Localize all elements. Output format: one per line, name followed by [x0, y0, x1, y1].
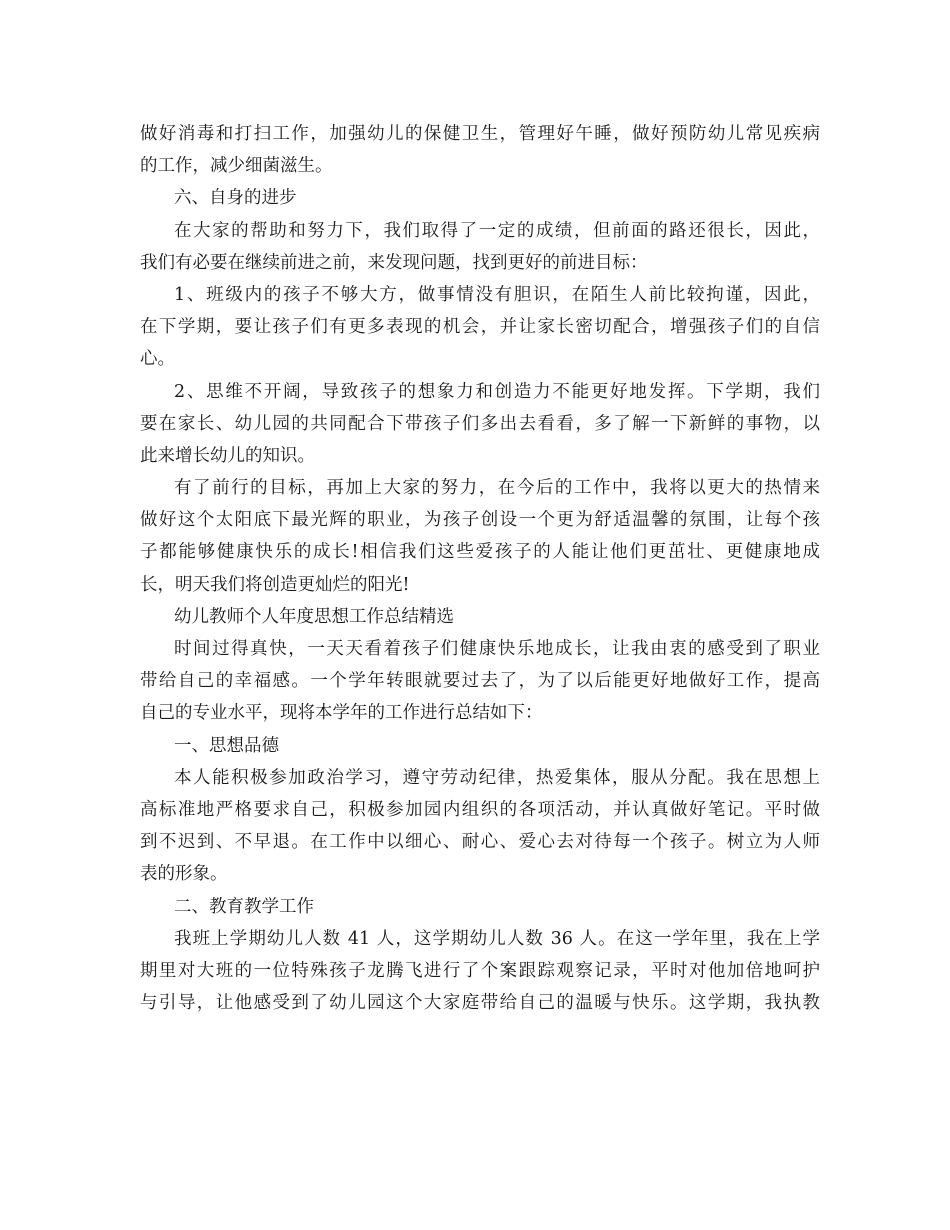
text-line: 在大家的帮助和努力下，我们取得了一定的成绩，但前面的路还很长，因此，: [174, 220, 820, 241]
section-heading: 六、自身的进步: [174, 188, 297, 209]
text-line: 表的形象。: [140, 864, 228, 885]
text-line: 高标准地严格要求自己，积极参加园内组织的各项活动，并认真做好笔记。平时做: [140, 799, 820, 820]
text-line: 我们有必要在继续前进之前，来发现问题，找到更好的前进目标：: [140, 252, 648, 273]
text-line: 自己的专业水平，现将本学年的工作进行总结如下：: [140, 703, 543, 724]
article-title: 幼儿教师个人年度思想工作总结精选: [174, 606, 454, 627]
text-line: 在下学期，要让孩子们有更多表现的机会，并让家长密切配合，增强孩子们的自信: [140, 317, 820, 338]
text-line: 到不迟到、不早退。在工作中以细心、耐心、爱心去对待每一个孩子。树立为人师: [140, 832, 820, 853]
text-line: 有了前行的目标，再加上大家的努力，在今后的工作中，我将以更大的热情来: [174, 478, 820, 499]
text-line: 本人能积极参加政治学习，遵守劳动纪律，热爱集体，服从分配。我在思想上: [174, 767, 820, 788]
text-line: 我班上学期幼儿人数 41 人，这学期幼儿人数 36 人。在这一学年里，我在上学: [174, 928, 820, 949]
text-line: 时间过得真快，一天天看着孩子们健康快乐地成长，让我由衷的感受到了职业: [174, 639, 820, 659]
section-heading: 二、教育教学工作: [174, 896, 314, 917]
document-page: [140, 118, 820, 1019]
text-line: 心。: [140, 349, 175, 370]
text-line: 1、班级内的孩子不够大方，做事情没有胆识，在陌生人前比较拘谨，因此，: [174, 284, 820, 305]
text-line: 要在家长、幼儿园的共同配合下带孩子们多出去看看，多了解一下新鲜的事物，以: [140, 413, 820, 434]
text-line: 做好这个太阳底下最光辉的职业，为孩子创设一个更为舒适温馨的氛围，让每个孩: [140, 510, 820, 531]
text-line: 与引导，让他感受到了幼儿园这个大家庭带给自己的温暖与快乐。这学期，我执教: [140, 993, 820, 1014]
text-line: 带给自己的幸福感。一个学年转眼就要过去了，为了以后能更好地做好工作，提高: [140, 671, 820, 692]
section-heading: 一、思想品德: [174, 735, 279, 756]
text-line: 2、思维不开阔，导致孩子的想象力和创造力不能更好地发挥。下学期，我们: [174, 381, 820, 402]
text-line: 的工作，减少细菌滋生。: [140, 156, 333, 177]
text-line: 做好消毒和打扫工作，加强幼儿的保健卫生，管理好午睡，做好预防幼儿常见疾病: [140, 124, 820, 144]
text-line: 子都能够健康快乐的成长!相信我们这些爱孩子的人能让他们更茁壮、更健康地成: [140, 542, 820, 563]
text-line: 此来增长幼儿的知识。: [140, 445, 315, 466]
text-line: 长，明天我们将创造更灿烂的阳光!: [140, 574, 410, 595]
text-line: 期里对大班的一位特殊孩子龙腾飞进行了个案跟踪观察记录，平时对他加倍地呵护: [140, 960, 820, 981]
